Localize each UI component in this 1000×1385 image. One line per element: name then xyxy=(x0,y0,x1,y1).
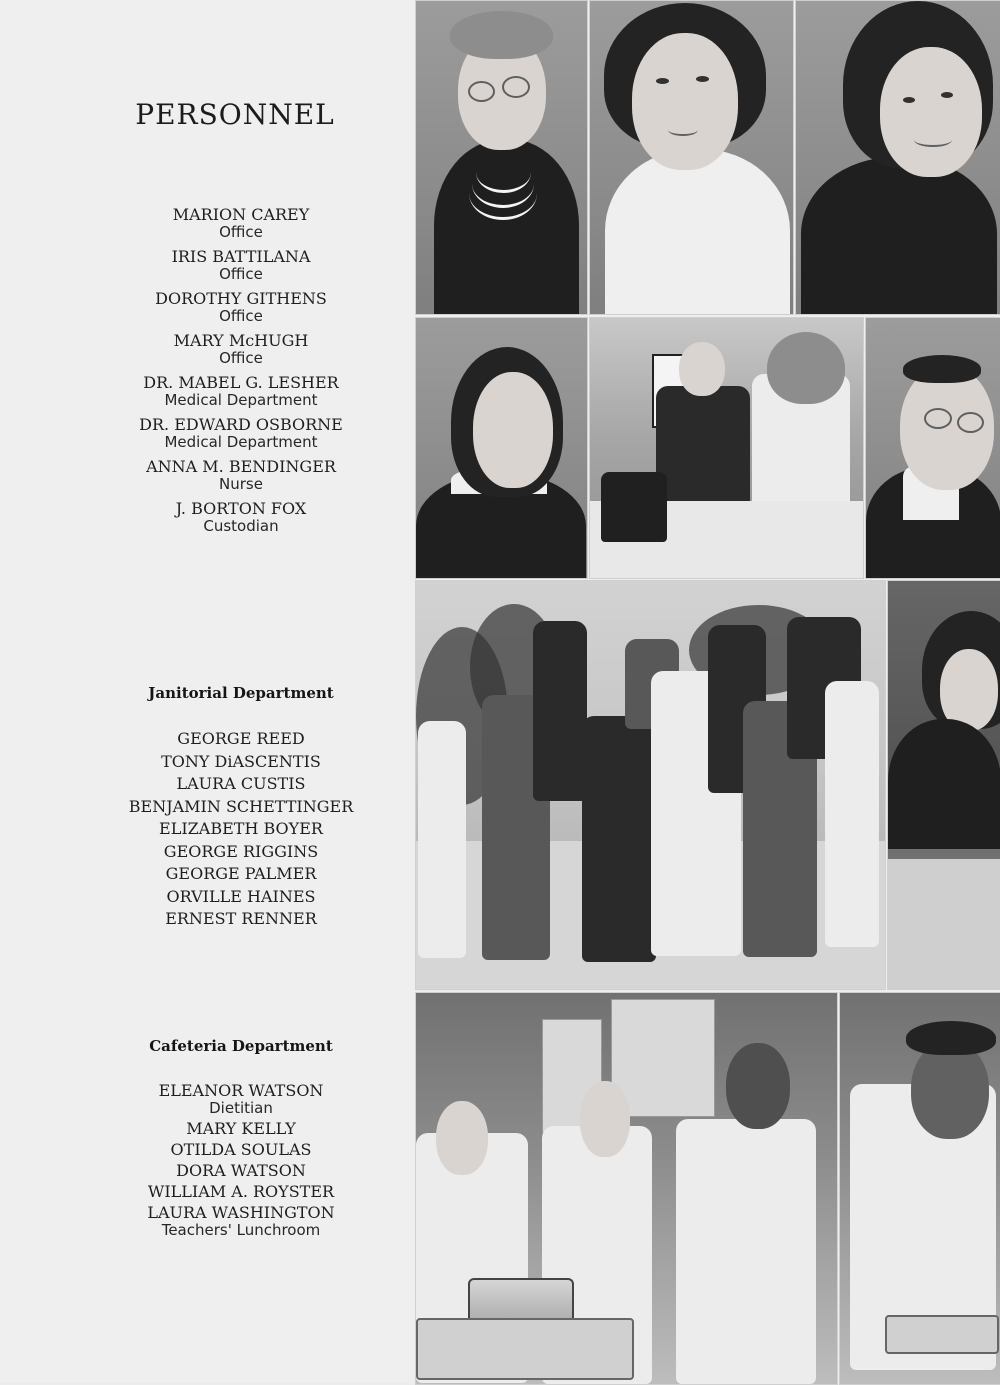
staff-role: Nurse xyxy=(219,475,263,493)
cafeteria-role: Dietitian xyxy=(209,1099,273,1117)
face-shape xyxy=(911,1041,989,1139)
glasses-lens xyxy=(957,412,984,433)
cafeteria-entry xyxy=(0,1161,482,1180)
face-shape xyxy=(726,1043,790,1129)
smile-shape xyxy=(914,133,952,147)
cafeteria-title: Cafeteria Department xyxy=(149,1037,333,1055)
staff-entry xyxy=(0,499,482,535)
pearl-necklace xyxy=(469,167,537,220)
cafeteria-department xyxy=(0,1037,482,1241)
cafeteria-entry xyxy=(0,1182,482,1201)
cafeteria-name: ELEANOR WATSON xyxy=(158,1081,324,1100)
cafeteria-role: Teachers' Lunchroom xyxy=(161,1221,321,1239)
eye-shape xyxy=(696,76,709,82)
staff-role: Medical Department xyxy=(164,391,318,409)
cafeteria-entry xyxy=(0,1081,482,1117)
staff-name: ANNA M. BENDINGER xyxy=(146,457,336,476)
staff-role: Office xyxy=(219,349,263,367)
bag-shape xyxy=(601,472,667,542)
page-title: PERSONNEL xyxy=(135,98,335,131)
janitor-name: BENJAMIN SCHETTINGER xyxy=(128,796,354,816)
janitorial-names xyxy=(0,728,482,931)
janitor-name: GEORGE PALMER xyxy=(165,864,317,883)
staff-name: MARION CAREY xyxy=(172,205,310,224)
glasses-lens xyxy=(468,81,495,102)
cafeteria-name: MARY KELLY xyxy=(186,1119,296,1138)
staff-role: Office xyxy=(219,223,263,241)
staff-role: Office xyxy=(219,265,263,283)
staff-role: Custodian xyxy=(203,517,279,535)
smile-shape xyxy=(668,124,698,136)
staff-name: J. BORTON FOX xyxy=(175,499,307,518)
glasses-lens xyxy=(502,76,530,98)
eye-shape xyxy=(941,92,953,98)
worker-figure xyxy=(418,721,466,958)
cook-figure xyxy=(676,1119,816,1384)
cafeteria-list xyxy=(0,1081,482,1239)
dish-stack xyxy=(885,1315,999,1354)
cafeteria-entry xyxy=(0,1203,482,1239)
face-shape xyxy=(880,47,982,177)
janitorial-title: Janitorial Department xyxy=(148,684,334,702)
eye-shape xyxy=(903,97,915,103)
cafeteria-photo xyxy=(839,992,1000,1385)
staff-name: DR. EDWARD OSBORNE xyxy=(139,415,343,434)
cafeteria-name: WILLIAM A. ROYSTER xyxy=(147,1182,335,1201)
portrait-photo xyxy=(415,0,588,315)
office-staff-list xyxy=(0,205,482,541)
staff-role: Office xyxy=(219,307,263,325)
dark-blouse xyxy=(888,719,1000,849)
face-shape xyxy=(679,342,725,396)
staff-entry xyxy=(0,205,482,241)
staff-entry xyxy=(0,331,482,367)
face-shape xyxy=(436,1101,488,1175)
cafeteria-photo xyxy=(415,992,838,1385)
janitor-name: ELIZABETH BOYER xyxy=(159,819,323,838)
worker-figure xyxy=(825,681,879,947)
hair-shape xyxy=(906,1021,996,1055)
staff-entry xyxy=(0,415,482,451)
staff-entry xyxy=(0,457,482,493)
portrait-photo xyxy=(589,0,794,315)
cafeteria-entry xyxy=(0,1119,482,1138)
eye-shape xyxy=(656,78,669,84)
portrait-photo xyxy=(865,317,1000,579)
janitor-name: GEORGE RIGGINS xyxy=(163,841,319,861)
face-shape xyxy=(580,1081,630,1157)
staff-entry xyxy=(0,373,482,409)
portrait-photo xyxy=(795,0,1000,315)
glasses-lens xyxy=(924,408,952,429)
janitor-name: LAURA CUSTIS xyxy=(176,774,306,793)
hair-shape xyxy=(903,355,981,383)
staff-entry xyxy=(0,247,482,283)
cafeteria-name: DORA WATSON xyxy=(176,1161,306,1180)
janitorial-group-photo xyxy=(415,580,886,990)
face-shape xyxy=(632,33,738,170)
light-blouse xyxy=(605,149,790,315)
face-shape xyxy=(473,372,553,488)
paper-desk xyxy=(888,859,1000,989)
worker-figure xyxy=(582,716,656,962)
cafeteria-name: OTILDA SOULAS xyxy=(170,1140,312,1159)
staff-entry xyxy=(0,289,482,325)
janitor-name: GEORGE REED xyxy=(177,729,305,748)
doctor-figure xyxy=(656,386,750,508)
staff-name: DR. MABEL G. LESHER xyxy=(143,373,339,392)
worker-figure xyxy=(533,621,587,801)
staff-name: DOROTHY GITHENS xyxy=(155,289,327,308)
hair-shape xyxy=(767,332,845,404)
writing-photo xyxy=(887,580,1000,990)
portrait-photo xyxy=(415,317,588,579)
staff-name: MARY McHUGH xyxy=(173,331,309,350)
janitor-name: ERNEST RENNER xyxy=(165,909,317,928)
hair-shape xyxy=(450,11,553,59)
janitor-name: TONY DiASCENTIS xyxy=(161,751,321,771)
medical-photo xyxy=(589,317,864,579)
serving-pan xyxy=(416,1318,634,1380)
dark-sweater xyxy=(801,157,997,315)
cafeteria-entry xyxy=(0,1140,482,1159)
staff-role: Medical Department xyxy=(164,433,318,451)
janitor-name: ORVILLE HAINES xyxy=(166,886,316,906)
staff-name: IRIS BATTILANA xyxy=(171,247,311,266)
cafeteria-name: LAURA WASHINGTON xyxy=(147,1203,335,1222)
janitorial-department xyxy=(0,684,482,931)
